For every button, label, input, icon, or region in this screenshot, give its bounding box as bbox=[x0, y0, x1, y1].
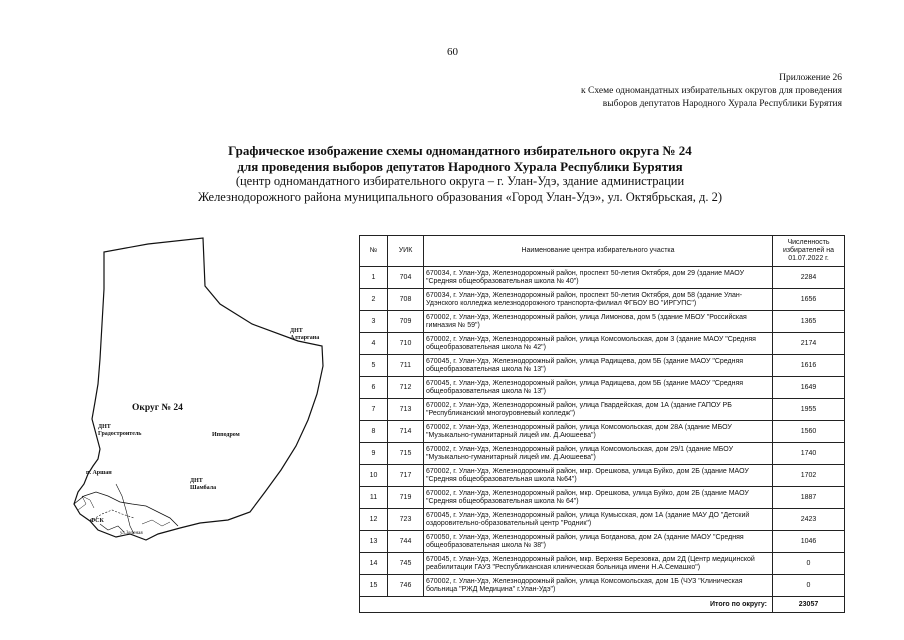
label-dnt-altargana: ДНТ Алтаргана bbox=[290, 328, 320, 341]
cell-name: 670034, г. Улан-Удэ, Железнодорожный район, проспект 50-летия Октября, дом 58 (здание Улан-Удэнского колледжа железнодорожного транспорта-филиал ФГБОУ ВО "ИРГУПС") bbox=[424, 289, 773, 311]
cell-name: 670002, г. Улан-Удэ, Железнодорожный район, улица Комсомольская, дом 29/1 (здание МБОУ "Музыкально-гуманитарный лицей им. Д.Аюшеева") bbox=[424, 443, 773, 465]
cell-uik: 708 bbox=[388, 289, 424, 311]
table-row bbox=[360, 509, 845, 531]
cell-name: 670034, г. Улан-Удэ, Железнодорожный район, проспект 50-летия Октября, дом 29 (здание МАОУ "Средняя общеобразовательная школа № 40") bbox=[424, 267, 773, 289]
label-street: ул.Зеленая bbox=[120, 531, 143, 536]
cell-num: 6 bbox=[360, 377, 388, 399]
label-dnt-shambala: ДНТ Шамбала bbox=[190, 478, 217, 491]
appendix-line-3: выборов депутатов Народного Хурала Республики Бурятия bbox=[602, 99, 842, 109]
table-total-row bbox=[360, 597, 845, 613]
cell-name: 670045, г. Улан-Удэ, Железнодорожный район, улица Кумысская, дом 1А (здание МАУ ДО "Детский оздоровительно-образовательный центр "Родник") bbox=[424, 509, 773, 531]
header-uik: УИК bbox=[388, 236, 424, 267]
cell-count: 2174 bbox=[773, 333, 845, 355]
district-map bbox=[60, 234, 350, 554]
table-row bbox=[360, 289, 845, 311]
cell-uik: 704 bbox=[388, 267, 424, 289]
cell-uik: 714 bbox=[388, 421, 424, 443]
table-row bbox=[360, 355, 845, 377]
total-value: 23057 bbox=[773, 597, 845, 613]
cell-count: 1046 bbox=[773, 531, 845, 553]
title-line-4: Железнодорожного района муниципального образования «Город Улан-Удэ», ул. Октябрьская, д. 2) bbox=[197, 189, 723, 204]
table-header-row bbox=[360, 236, 845, 267]
table-row bbox=[360, 487, 845, 509]
cell-uik: 715 bbox=[388, 443, 424, 465]
cell-uik: 711 bbox=[388, 355, 424, 377]
label-dnt-gradostroitel: ДНТ Градостроитель bbox=[98, 424, 142, 437]
cell-uik: 746 bbox=[388, 575, 424, 597]
cell-num: 1 bbox=[360, 267, 388, 289]
cell-name: 670002, г. Улан-Удэ, Железнодорожный район, улица Комсомольская, дом 28А (здание МБОУ "Музыкально-гуманитарный лицей им. Д.Аюшеева") bbox=[424, 421, 773, 443]
label-fsk: ФСК bbox=[90, 518, 104, 524]
cell-num: 8 bbox=[360, 421, 388, 443]
cell-uik: 723 bbox=[388, 509, 424, 531]
cell-name: 670002, г. Улан-Удэ, Железнодорожный район, улица Комсомольская, дом 3 (здание МАОУ "Средняя общеобразовательная школа № 42") bbox=[424, 333, 773, 355]
cell-num: 7 bbox=[360, 399, 388, 421]
table-row bbox=[360, 333, 845, 355]
cell-num: 9 bbox=[360, 443, 388, 465]
table-row bbox=[360, 311, 845, 333]
cell-num: 13 bbox=[360, 531, 388, 553]
table-row bbox=[360, 267, 845, 289]
cell-count: 1740 bbox=[773, 443, 845, 465]
table-row bbox=[360, 377, 845, 399]
cell-count: 0 bbox=[773, 553, 845, 575]
polling-stations-table bbox=[359, 235, 845, 613]
cell-count: 1560 bbox=[773, 421, 845, 443]
title-line-2: для проведения выборов депутатов Народного Хурала Республики Бурятия bbox=[237, 158, 683, 174]
appendix-line-2: к Схеме одномандатных избирательных округов для проведения bbox=[581, 86, 842, 96]
table-row bbox=[360, 421, 845, 443]
label-arshan: п. Аршан bbox=[86, 470, 112, 476]
document-title bbox=[150, 143, 770, 205]
title-line-3: (центр одномандатного избирательного округа – г. Улан-Удэ, здание администрации bbox=[235, 174, 685, 188]
cell-uik: 719 bbox=[388, 487, 424, 509]
cell-name: 670045, г. Улан-Удэ, Железнодорожный район, улица Радищева, дом 5Б (здание МАОУ "Средняя общеобразовательная школа № 13") bbox=[424, 355, 773, 377]
appendix-line-1: Приложение 26 bbox=[779, 73, 842, 83]
cell-name: 670045, г. Улан-Удэ, Железнодорожный район, улица Радищева, дом 5Б (здание МАОУ "Средняя общеобразовательная школа № 13") bbox=[424, 377, 773, 399]
cell-num: 4 bbox=[360, 333, 388, 355]
cell-uik: 710 bbox=[388, 333, 424, 355]
cell-num: 11 bbox=[360, 487, 388, 509]
cell-count: 1649 bbox=[773, 377, 845, 399]
district-boundary bbox=[60, 234, 350, 554]
okrug-label: Округ № 24 bbox=[132, 403, 183, 413]
table-row bbox=[360, 553, 845, 575]
cell-name: 670002, г. Улан-Удэ, Железнодорожный район, мкр. Орешкова, улица Буйко, дом 2Б (здание МАОУ "Средняя общеобразовательная школа № 64") bbox=[424, 487, 773, 509]
header-count: Численность избирателей на 01.07.2022 г. bbox=[773, 236, 845, 267]
cell-uik: 709 bbox=[388, 311, 424, 333]
table-row bbox=[360, 465, 845, 487]
label-ippodrom: Ипподром bbox=[212, 432, 240, 438]
cell-name: 670002, г. Улан-Удэ, Железнодорожный район, улица Лимонова, дом 5 (здание МБОУ "Российская гимназия № 59") bbox=[424, 311, 773, 333]
cell-name: 670050, г. Улан-Удэ, Железнодорожный район, улица Богданова, дом 2А (здание МАОУ "Средняя общеобразовательная школа № 38") bbox=[424, 531, 773, 553]
cell-num: 2 bbox=[360, 289, 388, 311]
cell-num: 15 bbox=[360, 575, 388, 597]
cell-count: 0 bbox=[773, 575, 845, 597]
cell-num: 3 bbox=[360, 311, 388, 333]
district-outline bbox=[74, 238, 323, 540]
cell-name: 670002, г. Улан-Удэ, Железнодорожный район, улица Гвардейская, дом 1А (здание ГАПОУ РБ "Республиканский многоуровневый колледж") bbox=[424, 399, 773, 421]
cell-uik: 712 bbox=[388, 377, 424, 399]
cell-count: 2284 bbox=[773, 267, 845, 289]
table-row bbox=[360, 575, 845, 597]
table-row bbox=[360, 531, 845, 553]
cell-count: 1656 bbox=[773, 289, 845, 311]
cell-num: 10 bbox=[360, 465, 388, 487]
total-label: Итого по округу: bbox=[360, 597, 773, 613]
cell-name: 670002, г. Улан-Удэ, Железнодорожный район, улица Комсомольская, дом 1Б (ЧУЗ "Клиническая больница "РЖД Медицина" г.Улан-Удэ") bbox=[424, 575, 773, 597]
cell-count: 1955 bbox=[773, 399, 845, 421]
cell-uik: 745 bbox=[388, 553, 424, 575]
cell-num: 14 bbox=[360, 553, 388, 575]
appendix-note bbox=[482, 72, 842, 111]
cell-num: 5 bbox=[360, 355, 388, 377]
table-row bbox=[360, 399, 845, 421]
table-row bbox=[360, 443, 845, 465]
title-line-1: Графическое изображение схемы одномандатного избирательного округа № 24 bbox=[228, 143, 692, 158]
cell-uik: 744 bbox=[388, 531, 424, 553]
cell-num: 12 bbox=[360, 509, 388, 531]
cell-count: 2423 bbox=[773, 509, 845, 531]
cell-count: 1702 bbox=[773, 465, 845, 487]
page-number: 60 bbox=[447, 46, 458, 58]
header-name: Наименование центра избирательного участка bbox=[424, 236, 773, 267]
cell-count: 1887 bbox=[773, 487, 845, 509]
header-num: № bbox=[360, 236, 388, 267]
cell-uik: 717 bbox=[388, 465, 424, 487]
cell-name: 670002, г. Улан-Удэ, Железнодорожный район, мкр. Орешкова, улица Буйко, дом 2Б (здание МАОУ "Средняя общеобразовательная школа №64") bbox=[424, 465, 773, 487]
cell-count: 1365 bbox=[773, 311, 845, 333]
cell-count: 1616 bbox=[773, 355, 845, 377]
cell-uik: 713 bbox=[388, 399, 424, 421]
cell-name: 670045, г. Улан-Удэ, Железнодорожный район, мкр. Верхняя Березовка, дом 2Д (Центр медицинской реабилитации ГАУЗ "Республиканская клиническая больница имени Н.А.Семашко") bbox=[424, 553, 773, 575]
